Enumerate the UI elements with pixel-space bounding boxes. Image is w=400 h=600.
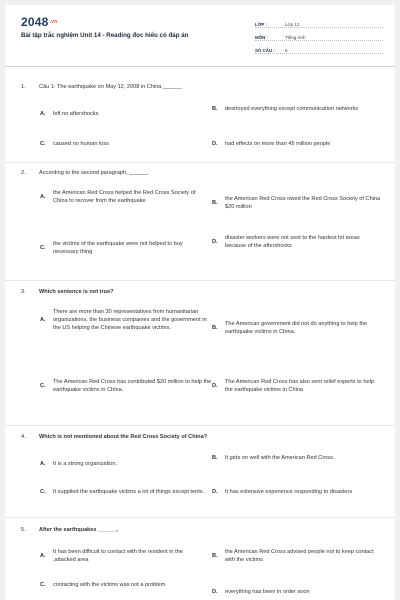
question-stem: 4. Which is not mentioned about the Red Cross Society of China? [21, 434, 208, 440]
option-b[interactable]: B. the American Red Cross advised people not to keep contact with the victims [212, 549, 374, 563]
option-a[interactable]: A. There are more than 30 representatives from humanitarian organizations, the business companies and the government in the US helping the Chinese earthquake victims. [40, 309, 207, 331]
option-b[interactable]: B. destroyed everything except communication networks [212, 106, 359, 112]
option-c[interactable]: C. caused no human loss [40, 141, 109, 147]
option-a[interactable]: A. left no aftershocks [40, 111, 99, 117]
meta-key: SỐ CÂU : [255, 48, 275, 53]
meta-key: MÔN : [255, 35, 268, 40]
question-1 [5, 73, 395, 163]
question-stem: 5. After the earthquakes ______. [21, 527, 119, 533]
worksheet-title: Bài tập trắc nghiệm Unit 14 - Reading đọc hiểu có đáp án [21, 32, 189, 39]
option-c[interactable]: C. The American Red Cross has contributed $20 million to help the earthquake victims in China. [40, 379, 212, 393]
question-2 [5, 163, 395, 281]
option-a[interactable]: A. It has been difficult to contact with the resident in the ,attacked area [40, 549, 183, 563]
option-d[interactable]: D. The American Red Cross has also sent relief experts to help the earthquake victims in China [212, 379, 374, 393]
meta-key: LỚP : [255, 22, 267, 27]
option-d[interactable]: D. disaster workers were not sent to the hardest hit areas because of the aftershocks [212, 235, 360, 249]
question-stem: 2. According to the second paragraph, ______. [21, 170, 150, 176]
meta-value: 5 [285, 48, 288, 53]
option-d[interactable]: D. It has extensive experience responding to disasters [212, 489, 353, 495]
question-stem: 1. Câu 1: The earthquake on May 12, 2008 in China ______ [21, 84, 182, 90]
meta-value: Lớp 12 [285, 22, 300, 27]
option-a[interactable]: A. It is a strong organization. [40, 461, 118, 467]
worksheet-meta [255, 16, 383, 55]
question-4 [5, 426, 395, 518]
worksheet-page [5, 5, 395, 600]
option-d[interactable]: D. everything has been in order soon [212, 589, 310, 595]
meta-value: Tiếng Anh [285, 35, 306, 40]
option-d[interactable]: D. had effects on more than 45 million people [212, 141, 331, 147]
option-c[interactable]: C. contacting with the victims was not a problem [40, 582, 166, 588]
option-b[interactable]: B. the American Red Cross owed the Red Cross Society of China $20 million [212, 196, 381, 210]
option-c[interactable]: C. the victims of the earthquake were not helped to buy necessary thing [40, 241, 183, 255]
option-b[interactable]: B. The American government did not do anything to help the earthquake victims in China. [212, 321, 368, 335]
site-logo[interactable]: $2048^{.vn}$ [21, 15, 58, 29]
question-stem: 3. Which sentence is not true? [21, 289, 114, 295]
meta-row-class [255, 16, 383, 28]
meta-row-count [255, 42, 383, 54]
option-c[interactable]: C. It supplied the earthquake victims a lot of things except tents. [40, 489, 205, 495]
question-3 [5, 281, 395, 426]
option-a[interactable]: A. the American Red Cross helped the Red Cross Society of China to recover from the earthquake [40, 190, 196, 204]
worksheet-header [5, 5, 395, 67]
meta-row-subject [255, 29, 383, 41]
option-b[interactable]: B. It gets on well with the American Red Cross. [212, 455, 335, 461]
question-5 [5, 518, 395, 600]
